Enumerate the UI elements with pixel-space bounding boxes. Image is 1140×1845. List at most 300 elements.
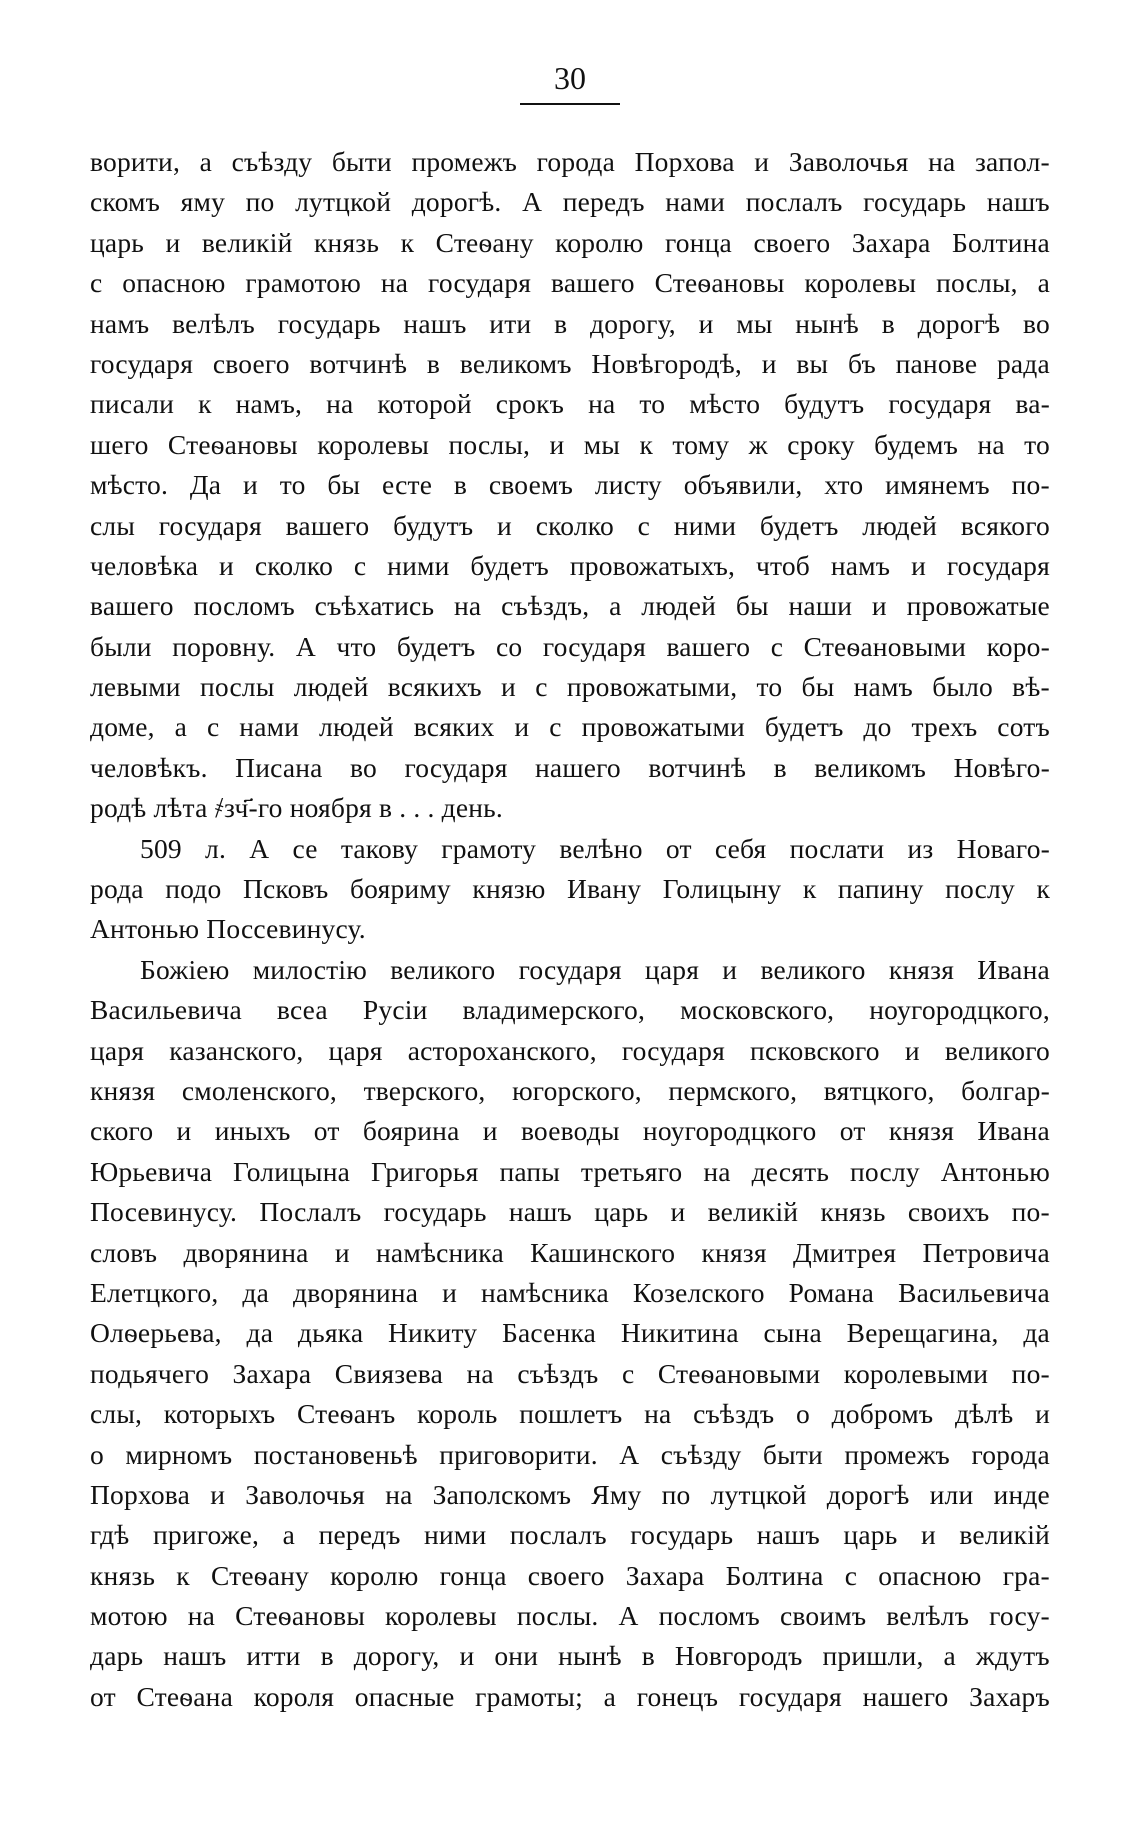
word: Русіи bbox=[362, 994, 428, 1026]
word: своемъ bbox=[488, 469, 574, 501]
word: опасною bbox=[122, 267, 226, 299]
word: московского, bbox=[680, 994, 835, 1026]
word: Стеѳановыми bbox=[657, 1357, 821, 1389]
word: и bbox=[442, 1276, 458, 1308]
word: и bbox=[219, 549, 234, 581]
word: ними bbox=[387, 549, 450, 581]
text-line bbox=[90, 1071, 1050, 1111]
word: слы, bbox=[90, 1398, 143, 1430]
word: государя bbox=[158, 509, 262, 541]
word: на bbox=[466, 1357, 494, 1389]
word: срокъ bbox=[495, 388, 565, 420]
word: в bbox=[773, 751, 787, 783]
word: князь bbox=[90, 1559, 156, 1591]
word: по- bbox=[1011, 469, 1050, 501]
word: вятцкого, bbox=[823, 1074, 935, 1106]
page-number-rule bbox=[520, 103, 620, 105]
word: да bbox=[242, 1276, 270, 1308]
word: гонецъ bbox=[636, 1680, 719, 1712]
word: вѣ- bbox=[1012, 671, 1050, 703]
word: и bbox=[514, 711, 530, 743]
word: Голицыну bbox=[662, 873, 782, 905]
word: инде bbox=[993, 1478, 1050, 1510]
word: панове bbox=[895, 347, 978, 379]
word: с bbox=[844, 1559, 858, 1591]
word: владимерского, bbox=[462, 994, 646, 1026]
text-line bbox=[90, 1111, 1050, 1151]
text-line bbox=[90, 909, 1050, 949]
word: поровну. bbox=[172, 630, 276, 662]
word: государь bbox=[383, 1196, 487, 1228]
word: трехъ bbox=[911, 711, 978, 743]
word: Порхова bbox=[90, 1478, 191, 1510]
word: и bbox=[761, 347, 777, 379]
word: от bbox=[90, 1680, 116, 1712]
word: в bbox=[453, 469, 468, 501]
text-line bbox=[90, 1354, 1050, 1394]
word: нами bbox=[665, 186, 726, 218]
word: Послалъ bbox=[259, 1196, 362, 1228]
word: всяких bbox=[413, 711, 495, 743]
word: человѣкъ. bbox=[90, 751, 208, 783]
word: передъ bbox=[562, 186, 645, 218]
word: всякихъ bbox=[387, 671, 482, 703]
word: во bbox=[350, 751, 377, 783]
word: намъ, bbox=[235, 388, 303, 420]
word: лутцкой bbox=[710, 1478, 807, 1510]
word: болгар- bbox=[961, 1074, 1050, 1106]
word: мотою bbox=[90, 1600, 168, 1632]
word: дорогѣ bbox=[917, 307, 1001, 339]
word: королю bbox=[555, 226, 644, 258]
word: бы bbox=[801, 671, 835, 703]
word: князя bbox=[90, 1074, 156, 1106]
word: съѣзду bbox=[660, 1438, 742, 1470]
word: и bbox=[482, 1115, 498, 1147]
word: и bbox=[549, 428, 565, 460]
word: с bbox=[206, 711, 220, 743]
word: вотчинѣ bbox=[648, 751, 747, 783]
word: нашъ bbox=[163, 1640, 227, 1672]
word: хто bbox=[824, 469, 864, 501]
word: запол- bbox=[974, 146, 1050, 177]
word: А bbox=[619, 1438, 640, 1470]
word: в bbox=[320, 1640, 334, 1672]
word: послы bbox=[199, 671, 275, 703]
word: листу bbox=[594, 469, 662, 501]
word: вашего bbox=[666, 630, 751, 662]
word: князь bbox=[820, 1196, 886, 1228]
word: всеа bbox=[276, 994, 328, 1026]
word: к bbox=[176, 1559, 190, 1591]
word: Свиязева bbox=[334, 1357, 443, 1389]
word: астороханского, bbox=[407, 1034, 597, 1066]
word: доме, bbox=[90, 711, 155, 743]
word: государь bbox=[863, 186, 967, 218]
word: вашего bbox=[285, 509, 370, 541]
word: к bbox=[1036, 873, 1050, 905]
word: грамотою bbox=[245, 267, 361, 299]
word: Голицына bbox=[233, 1155, 351, 1187]
word: и bbox=[497, 509, 512, 541]
text-line bbox=[90, 1233, 1050, 1273]
word: великій bbox=[201, 226, 293, 258]
text-line bbox=[90, 142, 1050, 182]
text-line bbox=[90, 1273, 1050, 1313]
word: что bbox=[336, 630, 377, 662]
word: Да bbox=[189, 469, 222, 501]
word: и bbox=[920, 1519, 936, 1551]
word: дворянина bbox=[183, 1236, 309, 1268]
word: коро- bbox=[986, 630, 1050, 662]
word: и bbox=[904, 1034, 920, 1066]
word: намѣсника bbox=[481, 1276, 609, 1308]
word: Петровича bbox=[922, 1236, 1050, 1268]
word: мѣсто. bbox=[90, 469, 169, 501]
word: то bbox=[756, 671, 783, 703]
word: а bbox=[199, 146, 213, 177]
word: будетъ bbox=[470, 549, 549, 581]
word: послалъ bbox=[509, 1519, 607, 1551]
text-line bbox=[90, 990, 1050, 1030]
word: которыхъ bbox=[163, 1398, 276, 1430]
word: велѣлъ bbox=[172, 307, 255, 339]
word: будетъ bbox=[759, 509, 839, 541]
word: короля bbox=[253, 1680, 335, 1712]
word: великого bbox=[390, 953, 496, 985]
word: в bbox=[641, 1640, 655, 1672]
word: сына bbox=[763, 1317, 822, 1349]
word: намъ bbox=[90, 307, 150, 339]
word: Романа bbox=[788, 1276, 875, 1308]
text-line bbox=[90, 1313, 1050, 1353]
word: Захара bbox=[851, 226, 931, 258]
word: съѣздъ bbox=[693, 1398, 775, 1430]
word: и bbox=[165, 226, 181, 258]
word: и bbox=[722, 953, 738, 985]
word: будутъ bbox=[393, 509, 474, 541]
word: ворити, bbox=[90, 146, 181, 177]
word: дарь bbox=[90, 1640, 144, 1672]
word: великомъ bbox=[459, 347, 572, 379]
word: пошлетъ bbox=[519, 1398, 623, 1430]
word: Стеѳановы bbox=[235, 1600, 365, 1632]
word: будетъ bbox=[764, 711, 844, 743]
text-line bbox=[90, 1192, 1050, 1232]
word: своего bbox=[527, 1559, 605, 1591]
word: послы. bbox=[516, 1600, 599, 1632]
word: дорогу, bbox=[353, 1640, 440, 1672]
word: нашъ bbox=[403, 307, 467, 339]
word: мы bbox=[583, 428, 621, 460]
word: на bbox=[187, 1600, 216, 1632]
text-line bbox=[90, 1636, 1050, 1676]
word: л. bbox=[205, 832, 227, 864]
word: о bbox=[90, 1438, 104, 1470]
word: послу bbox=[849, 1155, 920, 1187]
word: с bbox=[637, 509, 651, 541]
word: Стеѳану bbox=[435, 226, 534, 258]
word: чтоб bbox=[755, 549, 810, 581]
word: посломъ bbox=[193, 590, 295, 622]
text-line bbox=[90, 1031, 1050, 1071]
word: воеводы bbox=[520, 1115, 620, 1147]
word: ского bbox=[90, 1115, 154, 1147]
word: подо bbox=[165, 873, 222, 905]
word: к bbox=[802, 873, 817, 905]
word: ними bbox=[424, 1519, 487, 1551]
word: которой bbox=[377, 388, 472, 420]
word: Басенка bbox=[502, 1317, 597, 1349]
word: по bbox=[661, 1478, 691, 1510]
text-line bbox=[90, 667, 1050, 707]
word: будетъ bbox=[396, 630, 476, 662]
word: Васильевича bbox=[90, 994, 242, 1026]
text-line bbox=[90, 1556, 1050, 1596]
word: А bbox=[522, 186, 543, 218]
word: госу- bbox=[989, 1600, 1050, 1632]
word: А bbox=[618, 1600, 639, 1632]
text-line bbox=[90, 1435, 1050, 1475]
word: государя bbox=[428, 267, 532, 299]
word: и bbox=[698, 307, 714, 339]
word: царя bbox=[644, 953, 700, 985]
word: Захара bbox=[232, 1357, 312, 1389]
word: послати bbox=[789, 832, 885, 864]
word: великого bbox=[944, 1034, 1050, 1066]
word: и bbox=[871, 590, 887, 622]
word: по- bbox=[1011, 1196, 1050, 1228]
word: государя bbox=[946, 549, 1050, 581]
word: Псковъ bbox=[242, 873, 329, 905]
word: Заволочья bbox=[245, 1478, 366, 1510]
word: Стеѳановы bbox=[654, 267, 785, 299]
word: гонца bbox=[439, 1559, 507, 1591]
word: по- bbox=[1011, 1357, 1050, 1389]
word: послы, bbox=[936, 267, 1018, 299]
word: своихъ bbox=[907, 1196, 990, 1228]
word: государя bbox=[621, 1034, 725, 1066]
word: сотъ bbox=[997, 711, 1050, 743]
word: Болтина bbox=[952, 226, 1050, 258]
word: король bbox=[417, 1398, 498, 1430]
word: о bbox=[795, 1398, 810, 1430]
word: по bbox=[245, 186, 275, 218]
text-line-content: Антонью Поссевинусу. bbox=[90, 913, 366, 945]
body-text bbox=[90, 142, 1050, 1717]
word: Стеѳановыми bbox=[803, 630, 967, 662]
word: государь bbox=[277, 307, 381, 339]
word: ноугородцкого bbox=[642, 1115, 817, 1147]
word: сколко bbox=[254, 549, 334, 581]
word: государя bbox=[738, 1680, 842, 1712]
word: на bbox=[703, 1155, 731, 1187]
word: папы bbox=[499, 1155, 560, 1187]
word: Никитина bbox=[620, 1317, 739, 1349]
text-line bbox=[90, 627, 1050, 667]
word: мирномъ bbox=[125, 1438, 233, 1470]
word: Ивана bbox=[977, 1115, 1050, 1147]
word: на bbox=[453, 590, 482, 622]
word: города bbox=[536, 146, 616, 177]
word: опасною bbox=[878, 1559, 982, 1591]
word: великого bbox=[760, 953, 866, 985]
word: в bbox=[554, 307, 568, 339]
word: князя bbox=[888, 953, 955, 985]
word: своего bbox=[212, 347, 290, 379]
word: грамоту bbox=[441, 832, 537, 864]
word: ж bbox=[748, 428, 768, 460]
text-line bbox=[90, 1677, 1050, 1717]
word: милостію bbox=[252, 953, 367, 985]
word: до bbox=[863, 711, 892, 743]
word: посломъ bbox=[658, 1600, 760, 1632]
word: иныхъ bbox=[214, 1115, 291, 1147]
word: людей bbox=[293, 671, 369, 703]
word: государя bbox=[90, 347, 194, 379]
text-line bbox=[90, 788, 1050, 828]
word: дорогу, bbox=[590, 307, 676, 339]
text-line bbox=[90, 223, 1050, 263]
word: на bbox=[380, 267, 409, 299]
word: бояриму bbox=[349, 873, 451, 905]
text-line bbox=[90, 304, 1050, 344]
word: со bbox=[495, 630, 523, 662]
word: Кашинского bbox=[530, 1236, 676, 1268]
word: велѣно bbox=[559, 832, 643, 864]
word: пригоже, bbox=[152, 1519, 260, 1551]
word: быти bbox=[331, 146, 392, 177]
word: на bbox=[977, 428, 1005, 460]
word: бъ bbox=[847, 347, 876, 379]
word: к bbox=[400, 226, 415, 258]
word: с bbox=[770, 630, 784, 662]
word: на bbox=[326, 388, 354, 420]
word: Новѣгородѣ, bbox=[591, 347, 742, 379]
word: дорогѣ. bbox=[411, 186, 502, 218]
word: нашъ bbox=[986, 186, 1050, 218]
word: царь bbox=[843, 1519, 898, 1551]
word: Новѣго- bbox=[953, 751, 1050, 783]
word: были bbox=[90, 630, 152, 662]
word: 509 bbox=[140, 832, 182, 864]
word: бы bbox=[327, 469, 361, 501]
word: провожатыми, bbox=[566, 671, 738, 703]
word: послу bbox=[945, 873, 1015, 905]
word: такову bbox=[340, 832, 419, 864]
word: Стеѳанъ bbox=[296, 1398, 396, 1430]
word: Олѳерьева, bbox=[90, 1317, 222, 1349]
word: дорогѣ bbox=[826, 1478, 910, 1510]
word: десять bbox=[751, 1155, 830, 1187]
word: на bbox=[928, 146, 956, 177]
text-line bbox=[90, 748, 1050, 788]
word: есте bbox=[382, 469, 433, 501]
word: дѣлѣ bbox=[955, 1398, 1014, 1430]
word: съѣхатись bbox=[314, 590, 435, 622]
word: провожатые bbox=[906, 590, 1050, 622]
word: и bbox=[243, 469, 258, 501]
word: промежъ bbox=[411, 146, 517, 177]
word: Болтина bbox=[725, 1559, 824, 1591]
word: с bbox=[90, 267, 103, 299]
word: великій bbox=[707, 1196, 799, 1228]
word: велѣлъ bbox=[886, 1600, 970, 1632]
word: в bbox=[881, 307, 895, 339]
word: А bbox=[249, 832, 270, 864]
word: государь bbox=[630, 1519, 734, 1551]
word: Захара bbox=[625, 1559, 705, 1591]
word: вашего bbox=[551, 267, 635, 299]
word: ва- bbox=[1015, 388, 1050, 420]
word: провожатыми bbox=[581, 711, 745, 743]
word: всякого bbox=[960, 509, 1050, 541]
word: королевы bbox=[317, 428, 430, 460]
word: князя bbox=[888, 1115, 955, 1147]
word: и bbox=[176, 1115, 192, 1147]
word: царя bbox=[328, 1034, 383, 1066]
word: Ивана bbox=[977, 953, 1050, 985]
word: словъ bbox=[90, 1236, 158, 1268]
word: Стеѳановы bbox=[167, 428, 298, 460]
word: а bbox=[603, 1680, 617, 1712]
word: се bbox=[292, 832, 318, 864]
word: государя bbox=[542, 630, 646, 662]
word: королевыми bbox=[843, 1357, 989, 1389]
word: съѣздъ bbox=[517, 1357, 599, 1389]
word: Новгородъ bbox=[674, 1640, 803, 1672]
word: Стеѳана bbox=[136, 1680, 233, 1712]
text-line bbox=[90, 1596, 1050, 1636]
word: на bbox=[385, 1478, 413, 1510]
word: себя bbox=[714, 832, 767, 864]
word: намъ bbox=[853, 671, 913, 703]
word: от bbox=[839, 1115, 866, 1147]
word: от bbox=[665, 832, 692, 864]
word: в bbox=[426, 347, 441, 379]
word: во bbox=[1023, 307, 1050, 339]
word: нами bbox=[239, 711, 300, 743]
word: а bbox=[943, 1640, 956, 1672]
word: государя bbox=[518, 953, 622, 985]
text-line bbox=[90, 384, 1050, 424]
word: мѣсто bbox=[689, 388, 761, 420]
word: папину bbox=[837, 873, 924, 905]
text-line bbox=[90, 1475, 1050, 1515]
word: приговорити. bbox=[439, 1438, 598, 1470]
word: то bbox=[1024, 428, 1050, 460]
word: передъ bbox=[318, 1519, 401, 1551]
word: рода bbox=[90, 873, 144, 905]
word: с bbox=[353, 549, 367, 581]
word: на bbox=[588, 388, 616, 420]
word: гонца bbox=[664, 226, 732, 258]
word: ждутъ bbox=[975, 1640, 1050, 1672]
word: было bbox=[932, 671, 993, 703]
word: Юрьевича bbox=[90, 1155, 213, 1187]
text-line bbox=[90, 707, 1050, 747]
word: Васильевича bbox=[898, 1276, 1050, 1308]
word: и bbox=[459, 1640, 475, 1672]
word: грамоты; bbox=[475, 1680, 583, 1712]
word: объявили, bbox=[683, 469, 803, 501]
word: опасные bbox=[354, 1680, 455, 1712]
word: намъ bbox=[830, 549, 891, 581]
word: вашего bbox=[90, 590, 174, 622]
word: писали bbox=[90, 388, 175, 420]
text-line bbox=[90, 182, 1050, 222]
word: а bbox=[282, 1519, 296, 1551]
